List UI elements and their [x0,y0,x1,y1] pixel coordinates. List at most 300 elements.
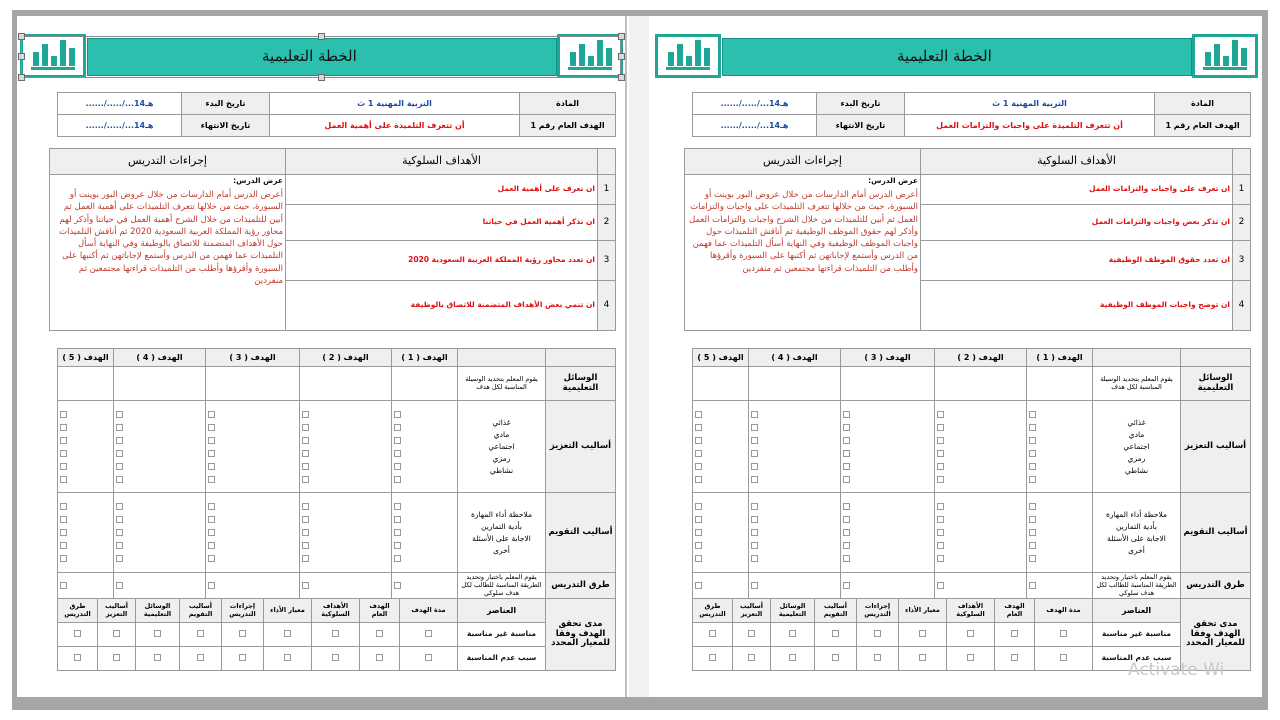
checkbox[interactable] [116,516,123,523]
checkbox[interactable] [302,463,309,470]
checkbox[interactable] [60,516,67,523]
procedures-header: إجراءات التدريس [685,149,921,175]
checkbox[interactable] [937,529,944,536]
reinforce-item: اجتماعي [1123,441,1150,451]
page-gutter [629,16,649,697]
procedure-cell [685,175,921,331]
checkbox[interactable] [751,463,758,470]
resize-handle[interactable] [318,33,325,40]
objective-row [685,175,1251,205]
checkbox[interactable] [695,529,702,536]
checkbox[interactable] [116,529,123,536]
fit-row-label: سبب عدم المناسبة [458,647,546,671]
resize-handle[interactable] [18,74,25,81]
checkbox[interactable] [302,529,309,536]
aids-cell[interactable] [300,367,392,401]
checkbox[interactable] [60,542,67,549]
checkbox[interactable] [1029,555,1036,562]
criteria-header: أساليب التعزيز [733,599,771,623]
eval-label: أساليب التقويم [1181,493,1251,573]
logo-icon [655,34,721,78]
objective-number: 4 [1233,281,1251,331]
checkbox[interactable] [60,529,67,536]
aids-note: يقوم المعلم بتحديد الوسيلة المناسبة لكل هدف [1093,367,1181,401]
checkbox[interactable] [302,516,309,523]
checkbox[interactable] [394,450,401,457]
checkbox[interactable] [695,582,702,589]
objectives-header: الأهداف السلوكية [921,149,1233,175]
checkbox[interactable] [239,654,246,661]
criteria-header: معيار الأداء [264,599,312,623]
checkbox[interactable] [1029,503,1036,510]
subject-value: التربية المهنية 1 ث [905,93,1155,115]
methods-note: يقوم المعلم باختيار وتحديد الطريقة المناسبة للطالب لكل هدف سلوكي [458,573,546,599]
checkbox[interactable] [1029,424,1036,431]
checkbox[interactable] [394,582,401,589]
criteria-header: طرق التدريس [58,599,98,623]
checkbox[interactable] [116,503,123,510]
objective-number: 3 [598,241,616,281]
checkbox[interactable] [695,503,702,510]
objective-text: ان تعرف على أهمية العمل [286,175,598,205]
procedure-text: أعرض الدرس أمام الدارسات من خلال عروض البور بوينت أو السبورة، حيث من خلالها تتعرف التلميذات على أهمية العمل ثم أبين للتلميذات من خلال الشرح أهمية العمل في حياتنا وأذكر لهم محاور رؤية المملكة العربية السعودية 2020 ثم أناقش التلميذات حول الأهداف المتضمنة للاتصاق بالوظيفة وفي النهاية أسأل التلميذات عما فهمن من الدرس وأستمع لإجاباتهن ثم أكتبها على السبورة وأقرؤها وأطلب من التلميذات قراءتها مجتمعين ثم منفردين [59,189,283,287]
reinforce-item: مادي [1128,429,1145,439]
checkbox[interactable] [197,630,204,637]
criteria-header: مدة الهدف [400,599,458,623]
criteria-header: إجراءات التدريس [222,599,264,623]
checkbox[interactable] [116,437,123,444]
objective-text: ان توضح واجبات الموظف الوظيفية [921,281,1233,331]
checkbox[interactable] [425,630,432,637]
checkbox[interactable] [843,542,850,549]
checkbox[interactable] [843,424,850,431]
checkbox[interactable] [394,542,401,549]
goal-header-3: الهدف ( 3 ) [206,349,300,367]
checkbox[interactable] [394,476,401,483]
fit-label: مدى تحقق الهدف وفقا للمعيار المحدد [546,599,616,671]
checkbox[interactable] [302,542,309,549]
aids-cell[interactable] [935,367,1027,401]
reinforce-item: مادي [493,429,510,439]
checkbox[interactable] [302,424,309,431]
elements-label: العناصر [1093,599,1181,623]
checkbox[interactable] [843,437,850,444]
objective-number: 3 [1233,241,1251,281]
reinforce-label: أساليب التعزيز [1181,401,1251,493]
eval-item: الاجابة على الأسئلة [1107,533,1166,543]
checkbox[interactable] [284,654,291,661]
checkbox[interactable] [1029,529,1036,536]
fit-table [57,598,616,671]
checkbox[interactable] [937,463,944,470]
checkbox[interactable] [695,450,702,457]
subject-label: المادة [520,93,616,115]
checkbox[interactable] [60,437,67,444]
checkbox[interactable] [789,630,796,637]
fit-row-label: مناسبة غير مناسبة [458,623,546,647]
checkbox[interactable] [1029,450,1036,457]
checkbox[interactable] [937,476,944,483]
slide-canvas [17,16,1262,697]
checkbox[interactable] [751,437,758,444]
checkbox[interactable] [60,503,67,510]
checkbox[interactable] [874,630,881,637]
checkbox[interactable] [394,503,401,510]
aids-cell[interactable] [1027,367,1093,401]
checkbox[interactable] [751,450,758,457]
checkbox[interactable] [302,476,309,483]
checkbox[interactable] [843,503,850,510]
plan-page-right [652,16,1262,697]
objective-text: ان تذكر بعض واجبات والتزامات العمل [921,205,1233,241]
checkbox[interactable] [751,411,758,418]
checkbox[interactable] [116,450,123,457]
evaluation-table [57,348,616,599]
checkbox[interactable] [60,582,67,589]
checkbox[interactable] [1011,654,1018,661]
checkbox[interactable] [116,463,123,470]
aids-cell[interactable] [114,367,206,401]
checkbox[interactable] [695,476,702,483]
fit-row-label: سبب عدم المناسبة [1093,647,1181,671]
eval-item: بأدية التمارين [1116,521,1157,531]
checkbox[interactable] [208,529,215,536]
resize-handle[interactable] [618,33,625,40]
criteria-header: الوسائل التعليمية [771,599,815,623]
criteria-header: أساليب التعزيز [98,599,136,623]
checkbox[interactable] [748,654,755,661]
checkbox[interactable] [425,654,432,661]
aids-cell[interactable] [693,367,749,401]
checkbox[interactable] [113,654,120,661]
page-title: الخطة التعليمية [262,47,357,65]
checkbox[interactable] [1029,411,1036,418]
goal-header-3: الهدف ( 3 ) [841,349,935,367]
reinforce-item: اجتماعي [488,441,515,451]
checkbox[interactable] [937,450,944,457]
methods-label: طرق التدريس [546,573,616,599]
checkbox[interactable] [751,424,758,431]
checkbox[interactable] [60,463,67,470]
objective-number: 2 [598,205,616,241]
end-date-value: ....../...../...14هـ [58,115,182,137]
checkbox[interactable] [60,555,67,562]
checkbox[interactable] [208,476,215,483]
checkbox[interactable] [1029,463,1036,470]
checkbox[interactable] [967,654,974,661]
checkbox[interactable] [832,630,839,637]
checkbox[interactable] [748,630,755,637]
checkbox[interactable] [208,516,215,523]
checkbox[interactable] [843,411,850,418]
checkbox[interactable] [843,476,850,483]
criteria-header: طرق التدريس [693,599,733,623]
checkbox[interactable] [695,411,702,418]
checkbox[interactable] [843,582,850,589]
checkbox[interactable] [60,411,67,418]
objectives-header: الأهداف السلوكية [286,149,598,175]
checkbox[interactable] [789,654,796,661]
objectives-table [49,148,616,331]
checkbox[interactable] [1011,630,1018,637]
checkbox[interactable] [1029,516,1036,523]
checkbox[interactable] [967,630,974,637]
elements-label: العناصر [458,599,546,623]
criteria-header: أساليب التقويم [180,599,222,623]
aids-note: يقوم المعلم بتحديد الوسيلة المناسبة لكل هدف [458,367,546,401]
criteria-header: مدة الهدف [1035,599,1093,623]
checkbox[interactable] [709,630,716,637]
checkbox[interactable] [1060,654,1067,661]
checkbox[interactable] [394,411,401,418]
end-date-label: تاريخ الانتهاء [817,115,905,137]
selection-box[interactable] [21,36,621,78]
procedure-heading: عرض الدرس: [868,176,918,185]
goal-header-5: الهدف ( 5 ) [58,349,114,367]
activate-windows-watermark: Activate Wi [1128,660,1225,680]
info-table [57,92,616,137]
checkbox[interactable] [1029,582,1036,589]
checkbox[interactable] [394,424,401,431]
checkbox[interactable] [937,582,944,589]
checkbox[interactable] [394,555,401,562]
criteria-header: الوسائل التعليمية [136,599,180,623]
checkbox[interactable] [751,542,758,549]
checkbox[interactable] [695,424,702,431]
aids-cell[interactable] [392,367,458,401]
checkbox[interactable] [332,654,339,661]
methods-label: طرق التدريس [1181,573,1251,599]
objective-number: 1 [1233,175,1251,205]
checkbox[interactable] [116,555,123,562]
start-date-value: ....../...../...14هـ [58,93,182,115]
objective-text: ان تنمي بعض الأهداف المتضمنة للاتصاق بالوظيفة [286,281,598,331]
checkbox[interactable] [709,654,716,661]
objective-text: ان تعرف على واجبات والتزامات العمل [921,175,1233,205]
checkbox[interactable] [74,630,81,637]
checkbox[interactable] [208,450,215,457]
goal-header-4: الهدف ( 4 ) [749,349,841,367]
resize-handle[interactable] [18,53,25,60]
checkbox[interactable] [208,503,215,510]
criteria-header: الأهداف السلوكية [312,599,360,623]
info-table [692,92,1251,137]
checkbox[interactable] [751,529,758,536]
reinforce-item: نشاطي [1124,465,1149,475]
reinforce-item: غذائي [492,417,511,427]
checkbox[interactable] [874,654,881,661]
checkbox[interactable] [332,630,339,637]
checkbox[interactable] [695,516,702,523]
procedure-cell [50,175,286,331]
resize-handle[interactable] [318,74,325,81]
aids-cell[interactable] [58,367,114,401]
objective-number: 2 [1233,205,1251,241]
evaluation-table [692,348,1251,599]
eval-item: أخرى [1128,545,1145,555]
checkbox[interactable] [937,503,944,510]
checkbox[interactable] [376,654,383,661]
checkbox[interactable] [302,503,309,510]
checkbox[interactable] [208,555,215,562]
checkbox[interactable] [113,630,120,637]
checkbox[interactable] [937,411,944,418]
checkbox[interactable] [60,476,67,483]
objective-text: ان تعدد محاور رؤية المملكة العربية السعودية 2020 [286,241,598,281]
end-date-value: ....../...../...14هـ [693,115,817,137]
objective-text: ان تعدد حقوق الموظف الوظيفية [921,241,1233,281]
goal-header-1: الهدف ( 1 ) [392,349,458,367]
checkbox[interactable] [751,582,758,589]
checkbox[interactable] [695,437,702,444]
eval-list [458,493,546,573]
objectives-table [684,148,1251,331]
objective-number: 1 [598,175,616,205]
checkbox[interactable] [154,630,161,637]
goal-header-2: الهدف ( 2 ) [935,349,1027,367]
checkbox[interactable] [302,450,309,457]
checkbox[interactable] [843,555,850,562]
fit-label: مدى تحقق الهدف وفقا للمعيار المحدد [1181,599,1251,671]
goal-header-4: الهدف ( 4 ) [114,349,206,367]
checkbox[interactable] [1029,476,1036,483]
objective-number: 4 [598,281,616,331]
checkbox[interactable] [937,424,944,431]
checkbox[interactable] [239,630,246,637]
checkbox[interactable] [116,476,123,483]
reinforce-list [458,401,546,493]
checkbox[interactable] [394,529,401,536]
reinforce-list [1093,401,1181,493]
start-date-value: ....../...../...14هـ [693,93,817,115]
aids-cell[interactable] [749,367,841,401]
goal-value: أن تتعرف التلميذة على أهمية العمل [270,115,520,137]
checkbox[interactable] [284,630,291,637]
reinforce-item: رمزي [492,453,511,463]
start-date-label: تاريخ البدء [182,93,270,115]
checkbox[interactable] [208,582,215,589]
checkbox[interactable] [208,424,215,431]
criteria-header: الأهداف السلوكية [947,599,995,623]
goal-header-1: الهدف ( 1 ) [1027,349,1093,367]
checkbox[interactable] [843,450,850,457]
checkbox[interactable] [843,463,850,470]
checkbox[interactable] [116,542,123,549]
goal-value: أن تتعرف التلميذة على واجبات والتزامات العمل [905,115,1155,137]
checkbox[interactable] [1060,630,1067,637]
eval-label: أساليب التقويم [546,493,616,573]
checkbox[interactable] [751,476,758,483]
checkbox[interactable] [919,654,926,661]
checkbox[interactable] [843,516,850,523]
criteria-header: الهدف العام [360,599,400,623]
eval-item: الاجابة على الأسئلة [472,533,531,543]
page-title: الخطة التعليمية [897,47,992,65]
resize-handle[interactable] [18,33,25,40]
checkbox[interactable] [832,654,839,661]
checkbox[interactable] [208,411,215,418]
checkbox[interactable] [919,630,926,637]
checkbox[interactable] [208,437,215,444]
logo-icon [1192,34,1258,78]
aids-cell[interactable] [841,367,935,401]
checkbox[interactable] [394,463,401,470]
criteria-header: الهدف العام [995,599,1035,623]
checkbox[interactable] [937,555,944,562]
plan-page-left [17,16,627,697]
resize-handle[interactable] [618,74,625,81]
criteria-header: معيار الأداء [899,599,947,623]
checkbox[interactable] [695,463,702,470]
reinforce-item: نشاطي [489,465,514,475]
checkbox[interactable] [751,503,758,510]
checkbox[interactable] [843,529,850,536]
start-date-label: تاريخ البدء [817,93,905,115]
methods-note: يقوم المعلم باختيار وتحديد الطريقة المناسبة للطالب لكل هدف سلوكي [1093,573,1181,599]
end-date-label: تاريخ الانتهاء [182,115,270,137]
checkbox[interactable] [376,630,383,637]
checkbox[interactable] [695,555,702,562]
goal-header-2: الهدف ( 2 ) [300,349,392,367]
procedure-text: أعرض الدرس أمام الدارسات من خلال عروض البور بوينت أو السبورة، حيث من خلالها تتعرف التلميذات على واجبات والتزامات العمل ثم أبين للتلميذات من خلال الشرح واجبات والتزامات العمل وأذكر لهم حقوق الموظف الوظيفية ثم أناقش التلميذات حول واجبات الموظف الوظيفية وفي النهاية أسأل التلميذات عما فهمن من الدرس وأستمع لإجاباتهن ثم أكتبها على السبورة وأقرؤها وأطلب من التلميذات قراءتها مجتمعين ثم منفردين [689,189,918,274]
aids-label: الوسائل التعليمية [546,367,616,401]
checkbox[interactable] [695,542,702,549]
checkbox[interactable] [394,437,401,444]
checkbox[interactable] [154,654,161,661]
aids-cell[interactable] [206,367,300,401]
fit-row-label: مناسبة غير مناسبة [1093,623,1181,647]
checkbox[interactable] [116,582,123,589]
checkbox[interactable] [751,555,758,562]
checkbox[interactable] [937,437,944,444]
reinforce-label: أساليب التعزيز [546,401,616,493]
checkbox[interactable] [116,411,123,418]
checkbox[interactable] [208,463,215,470]
checkbox[interactable] [116,424,123,431]
eval-item: بأدية التمارين [481,521,522,531]
checkbox[interactable] [1029,437,1036,444]
subject-label: المادة [1155,93,1251,115]
checkbox[interactable] [1029,542,1036,549]
resize-handle[interactable] [618,53,625,60]
checkbox[interactable] [60,424,67,431]
checkbox[interactable] [302,411,309,418]
checkbox[interactable] [302,437,309,444]
criteria-header: إجراءات التدريس [857,599,899,623]
checkbox[interactable] [197,654,204,661]
checkbox[interactable] [208,542,215,549]
checkbox[interactable] [937,516,944,523]
checkbox[interactable] [751,516,758,523]
checkbox[interactable] [60,450,67,457]
checkbox[interactable] [302,555,309,562]
checkbox[interactable] [937,542,944,549]
objective-text: ان تذكر أهمية العمل في حياتنا [286,205,598,241]
reinforce-item: غذائي [1127,417,1146,427]
goal-label: الهدف العام رقم 1 [1155,115,1251,137]
goal-header-5: الهدف ( 5 ) [693,349,749,367]
reinforce-item: رمزي [1127,453,1146,463]
checkbox[interactable] [394,516,401,523]
eval-item: ملاحظة أداء المهارة [470,509,533,519]
eval-list [1093,493,1181,573]
checkbox[interactable] [74,654,81,661]
objective-row [50,175,616,205]
procedures-header: إجراءات التدريس [50,149,286,175]
aids-label: الوسائل التعليمية [1181,367,1251,401]
subject-value: التربية المهنية 1 ث [270,93,520,115]
checkbox[interactable] [302,582,309,589]
